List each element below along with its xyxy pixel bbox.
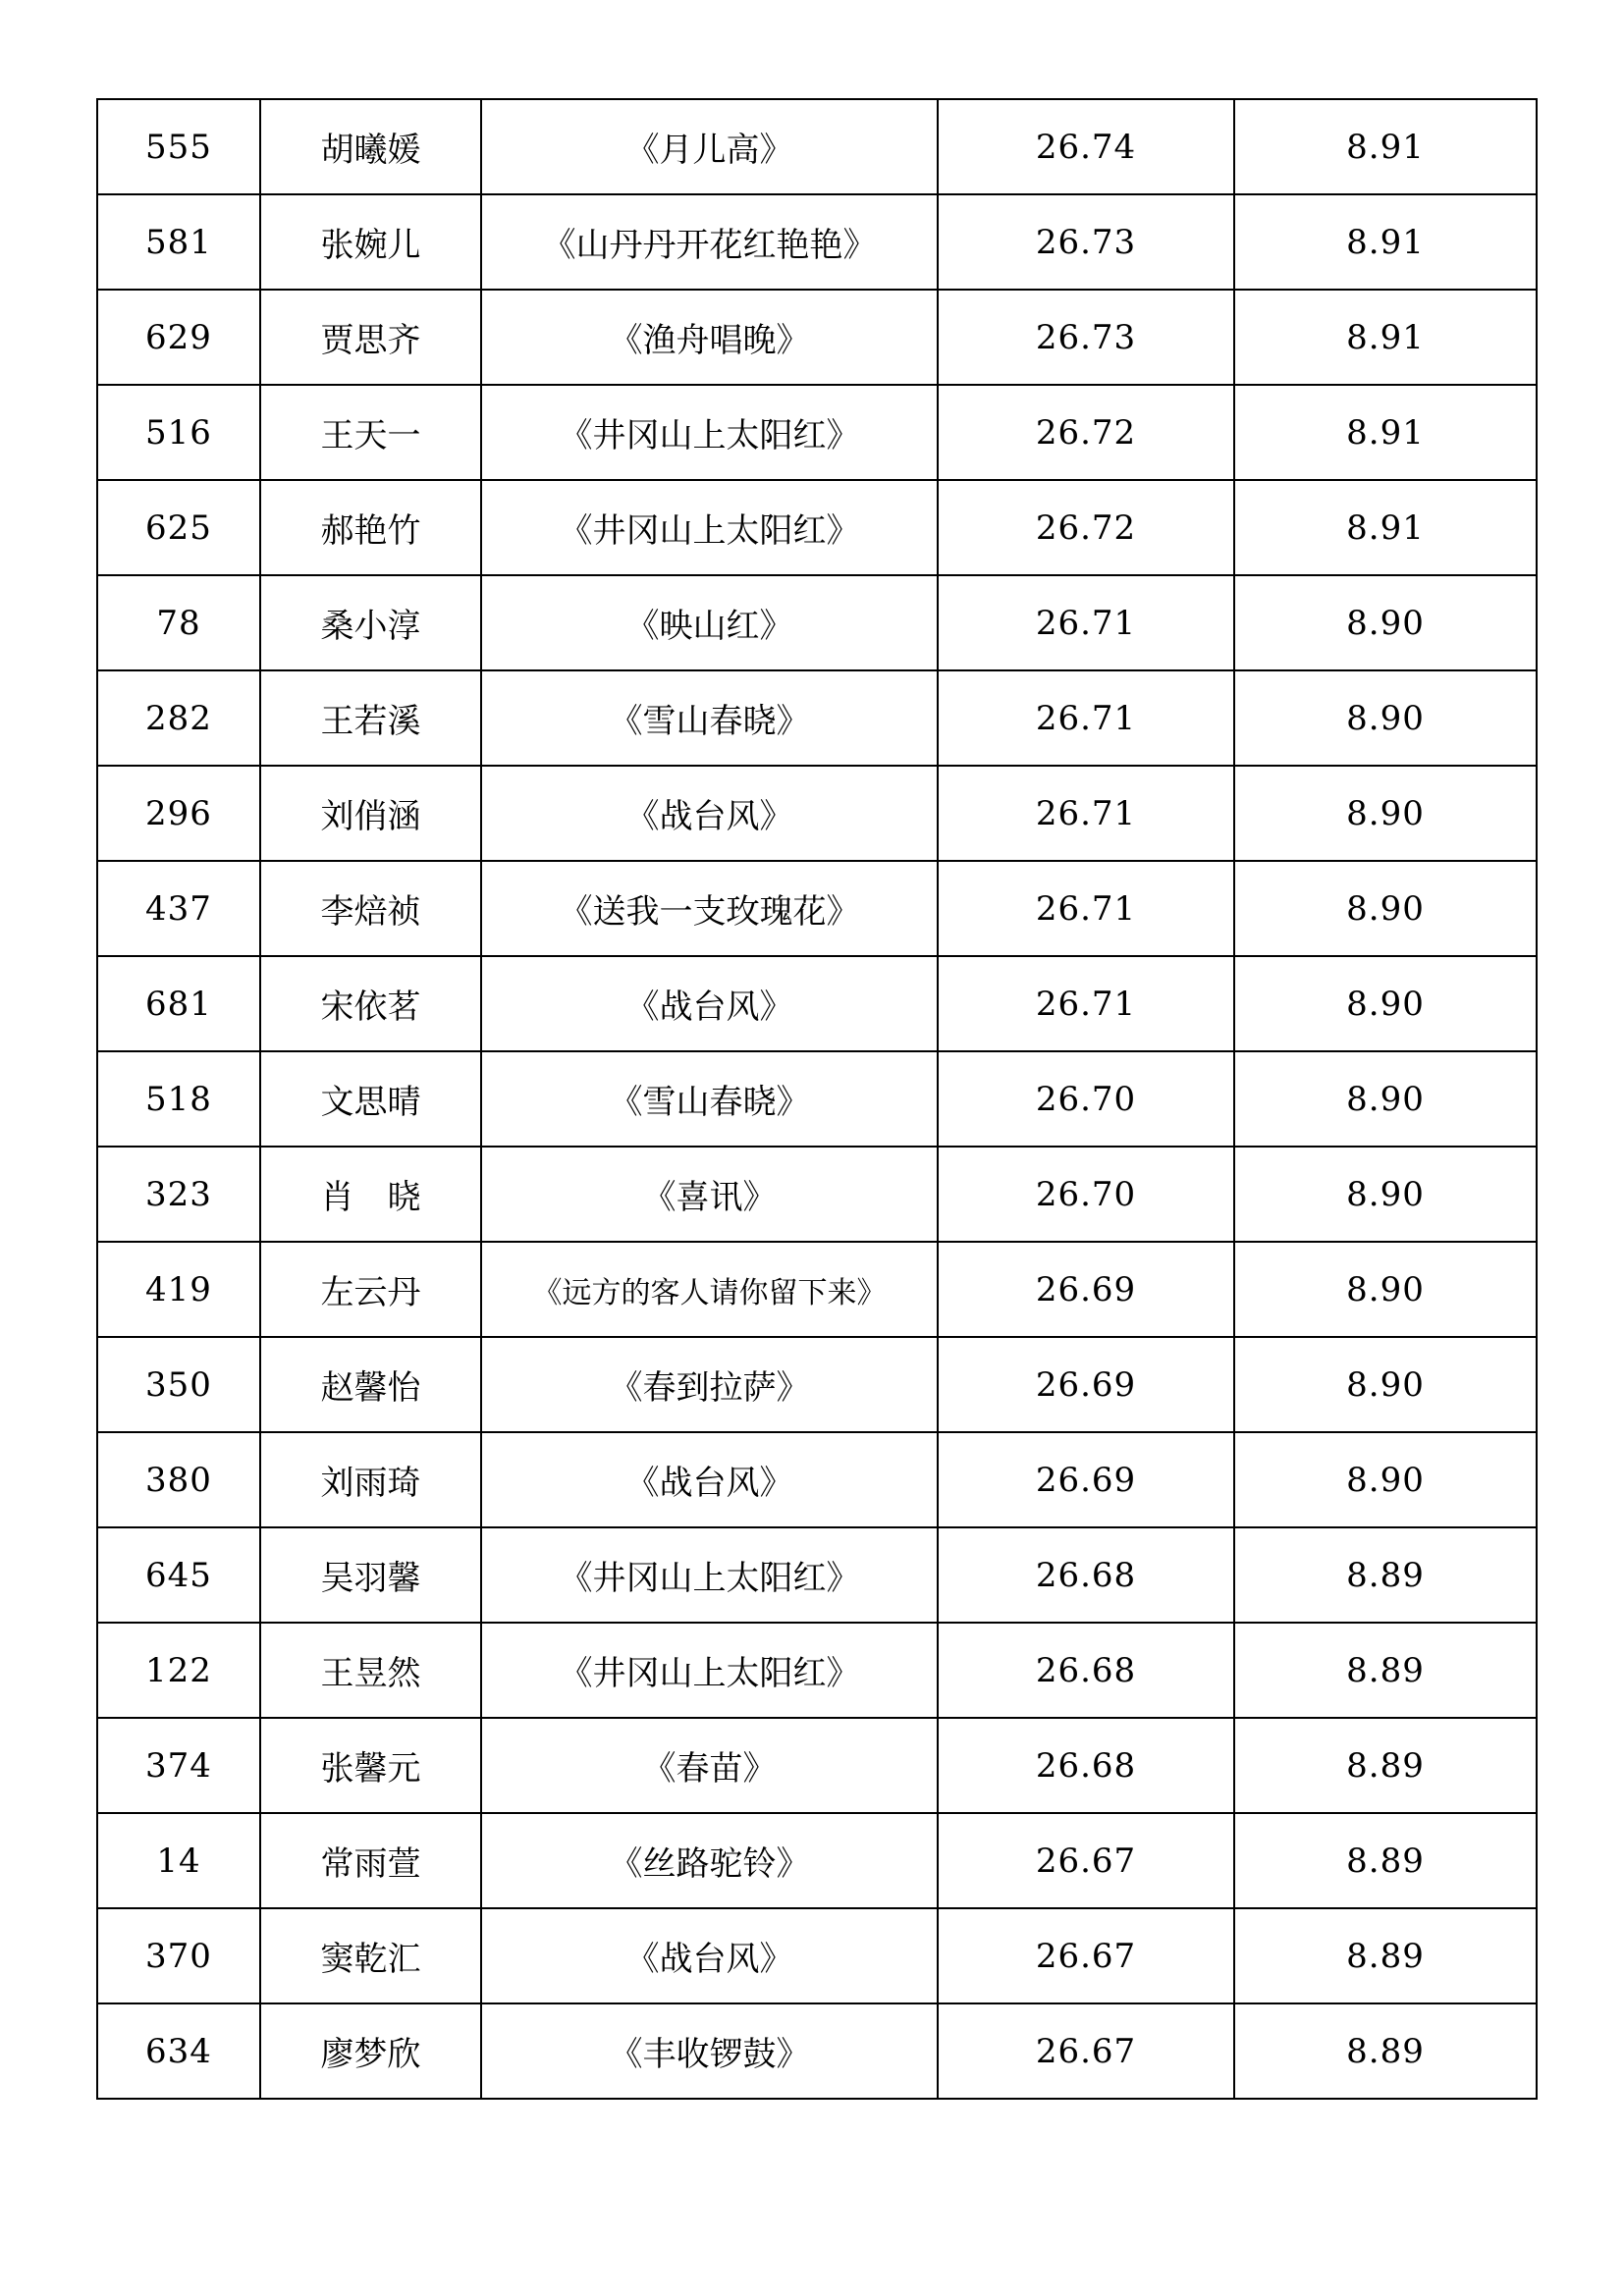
average-score-cell: 8.90 — [1234, 766, 1537, 861]
entry-number-cell: 625 — [97, 480, 260, 575]
table-row — [97, 1051, 1537, 1147]
contestant-name-cell: 宋依茗 — [260, 956, 481, 1051]
total-score-cell: 26.67 — [938, 1908, 1234, 2003]
average-score-cell: 8.90 — [1234, 575, 1537, 670]
average-score-cell: 8.90 — [1234, 861, 1537, 956]
table-row — [97, 194, 1537, 290]
total-score-cell: 26.69 — [938, 1337, 1234, 1432]
total-score-cell: 26.69 — [938, 1432, 1234, 1527]
table-row — [97, 99, 1537, 194]
contestant-name-cell: 胡曦媛 — [260, 99, 481, 194]
contestant-name-cell: 文思晴 — [260, 1051, 481, 1147]
entry-number-cell: 645 — [97, 1527, 260, 1623]
contestant-name-cell: 李焙祯 — [260, 861, 481, 956]
piece-title-cell: 《战台风》 — [481, 956, 938, 1051]
total-score-cell: 26.71 — [938, 670, 1234, 766]
contestant-name-cell: 吴羽馨 — [260, 1527, 481, 1623]
entry-number-cell: 282 — [97, 670, 260, 766]
total-score-cell: 26.71 — [938, 956, 1234, 1051]
piece-title-cell: 《战台风》 — [481, 766, 938, 861]
average-score-cell: 8.90 — [1234, 1432, 1537, 1527]
piece-title-cell: 《春到拉萨》 — [481, 1337, 938, 1432]
total-score-cell: 26.68 — [938, 1623, 1234, 1718]
average-score-cell: 8.89 — [1234, 2003, 1537, 2099]
piece-title-cell: 《井冈山上太阳红》 — [481, 1527, 938, 1623]
results-table-body — [97, 99, 1537, 2099]
piece-title-cell: 《月儿高》 — [481, 99, 938, 194]
piece-title-cell: 《雪山春晓》 — [481, 670, 938, 766]
total-score-cell: 26.72 — [938, 385, 1234, 480]
total-score-cell: 26.67 — [938, 2003, 1234, 2099]
contestant-name-cell: 窦乾汇 — [260, 1908, 481, 2003]
total-score-cell: 26.74 — [938, 99, 1234, 194]
total-score-cell: 26.69 — [938, 1242, 1234, 1337]
entry-number-cell: 516 — [97, 385, 260, 480]
piece-title-cell: 《渔舟唱晚》 — [481, 290, 938, 385]
average-score-cell: 8.90 — [1234, 670, 1537, 766]
contestant-name-cell: 肖 晓 — [260, 1147, 481, 1242]
table-row — [97, 480, 1537, 575]
contestant-name-cell: 刘俏涵 — [260, 766, 481, 861]
average-score-cell: 8.90 — [1234, 956, 1537, 1051]
entry-number-cell: 518 — [97, 1051, 260, 1147]
contestant-name-cell: 王天一 — [260, 385, 481, 480]
table-row — [97, 575, 1537, 670]
entry-number-cell: 370 — [97, 1908, 260, 2003]
average-score-cell: 8.89 — [1234, 1908, 1537, 2003]
piece-title-cell: 《远方的客人请你留下来》 — [481, 1242, 938, 1337]
table-row — [97, 385, 1537, 480]
contestant-name-cell: 郝艳竹 — [260, 480, 481, 575]
total-score-cell: 26.73 — [938, 290, 1234, 385]
table-row — [97, 2003, 1537, 2099]
average-score-cell: 8.89 — [1234, 1623, 1537, 1718]
total-score-cell: 26.71 — [938, 766, 1234, 861]
contestant-name-cell: 桑小淳 — [260, 575, 481, 670]
piece-title-cell: 《喜讯》 — [481, 1147, 938, 1242]
table-row — [97, 861, 1537, 956]
results-table — [96, 98, 1538, 2100]
contestant-name-cell: 左云丹 — [260, 1242, 481, 1337]
table-row — [97, 1242, 1537, 1337]
piece-title-cell: 《雪山春晓》 — [481, 1051, 938, 1147]
entry-number-cell: 78 — [97, 575, 260, 670]
entry-number-cell: 122 — [97, 1623, 260, 1718]
entry-number-cell: 380 — [97, 1432, 260, 1527]
piece-title-cell: 《丰收锣鼓》 — [481, 2003, 938, 2099]
contestant-name-cell: 张馨元 — [260, 1718, 481, 1813]
entry-number-cell: 581 — [97, 194, 260, 290]
contestant-name-cell: 王昱然 — [260, 1623, 481, 1718]
total-score-cell: 26.68 — [938, 1718, 1234, 1813]
table-row — [97, 956, 1537, 1051]
average-score-cell: 8.90 — [1234, 1147, 1537, 1242]
average-score-cell: 8.91 — [1234, 480, 1537, 575]
table-row — [97, 1432, 1537, 1527]
table-row — [97, 1147, 1537, 1242]
average-score-cell: 8.89 — [1234, 1527, 1537, 1623]
piece-title-cell: 《送我一支玫瑰花》 — [481, 861, 938, 956]
entry-number-cell: 323 — [97, 1147, 260, 1242]
piece-title-cell: 《战台风》 — [481, 1908, 938, 2003]
entry-number-cell: 419 — [97, 1242, 260, 1337]
table-row — [97, 1337, 1537, 1432]
piece-title-cell: 《井冈山上太阳红》 — [481, 1623, 938, 1718]
table-row — [97, 1908, 1537, 2003]
entry-number-cell: 14 — [97, 1813, 260, 1908]
average-score-cell: 8.91 — [1234, 385, 1537, 480]
piece-title-cell: 《战台风》 — [481, 1432, 938, 1527]
average-score-cell: 8.90 — [1234, 1337, 1537, 1432]
entry-number-cell: 296 — [97, 766, 260, 861]
entry-number-cell: 629 — [97, 290, 260, 385]
table-row — [97, 290, 1537, 385]
contestant-name-cell: 赵馨怡 — [260, 1337, 481, 1432]
contestant-name-cell: 张婉儿 — [260, 194, 481, 290]
average-score-cell: 8.90 — [1234, 1051, 1537, 1147]
entry-number-cell: 374 — [97, 1718, 260, 1813]
entry-number-cell: 350 — [97, 1337, 260, 1432]
total-score-cell: 26.71 — [938, 861, 1234, 956]
average-score-cell: 8.91 — [1234, 99, 1537, 194]
piece-title-cell: 《井冈山上太阳红》 — [481, 385, 938, 480]
table-row — [97, 670, 1537, 766]
contestant-name-cell: 廖梦欣 — [260, 2003, 481, 2099]
piece-title-cell: 《丝路驼铃》 — [481, 1813, 938, 1908]
piece-title-cell: 《春苗》 — [481, 1718, 938, 1813]
table-row — [97, 1623, 1537, 1718]
total-score-cell: 26.70 — [938, 1051, 1234, 1147]
average-score-cell: 8.89 — [1234, 1718, 1537, 1813]
average-score-cell: 8.90 — [1234, 1242, 1537, 1337]
table-row — [97, 1527, 1537, 1623]
total-score-cell: 26.67 — [938, 1813, 1234, 1908]
table-row — [97, 1718, 1537, 1813]
total-score-cell: 26.71 — [938, 575, 1234, 670]
contestant-name-cell: 贾思齐 — [260, 290, 481, 385]
entry-number-cell: 437 — [97, 861, 260, 956]
table-row — [97, 1813, 1537, 1908]
average-score-cell: 8.91 — [1234, 290, 1537, 385]
piece-title-cell: 《山丹丹开花红艳艳》 — [481, 194, 938, 290]
entry-number-cell: 681 — [97, 956, 260, 1051]
total-score-cell: 26.70 — [938, 1147, 1234, 1242]
total-score-cell: 26.73 — [938, 194, 1234, 290]
entry-number-cell: 634 — [97, 2003, 260, 2099]
contestant-name-cell: 刘雨琦 — [260, 1432, 481, 1527]
contestant-name-cell: 王若溪 — [260, 670, 481, 766]
average-score-cell: 8.91 — [1234, 194, 1537, 290]
total-score-cell: 26.72 — [938, 480, 1234, 575]
piece-title-cell: 《映山红》 — [481, 575, 938, 670]
entry-number-cell: 555 — [97, 99, 260, 194]
total-score-cell: 26.68 — [938, 1527, 1234, 1623]
table-row — [97, 766, 1537, 861]
average-score-cell: 8.89 — [1234, 1813, 1537, 1908]
piece-title-cell: 《井冈山上太阳红》 — [481, 480, 938, 575]
contestant-name-cell: 常雨萱 — [260, 1813, 481, 1908]
